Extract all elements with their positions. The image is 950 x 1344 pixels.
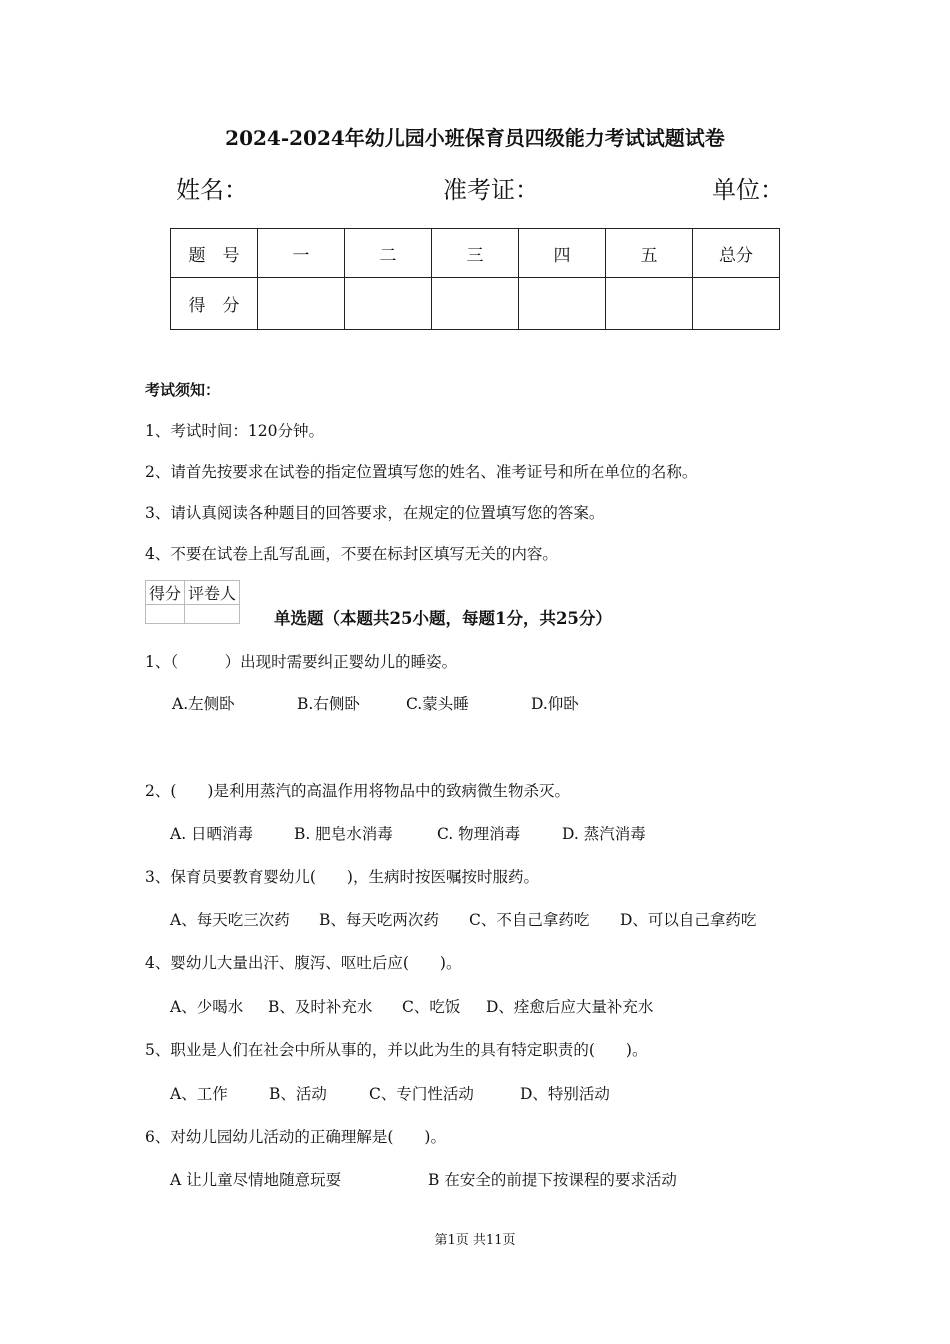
- page-title: 2024-2024年幼儿园小班保育员四级能力考试试题试卷: [225, 126, 725, 150]
- question-option: A、工作: [170, 1085, 228, 1103]
- question-option: D、特别活动: [520, 1085, 610, 1103]
- notice-item: 4、不要在试卷上乱写乱画，不要在标封区填写无关的内容。: [145, 545, 558, 563]
- question-option: B、活动: [269, 1085, 327, 1103]
- score-cell: [693, 278, 780, 330]
- question-option: D.仰卧: [531, 695, 579, 713]
- score-table: [170, 228, 780, 330]
- grader-score-label: 得分: [146, 581, 185, 605]
- question-text: 4、婴幼儿大量出汗、腹泻、呕吐后应( )。: [145, 954, 462, 972]
- question-option: B. 肥皂水消毒: [294, 825, 393, 843]
- score-header-cell: 五: [606, 229, 693, 278]
- notice-item: 3、请认真阅读各种题目的回答要求，在规定的位置填写您的答案。: [145, 504, 605, 522]
- question-text: 1、（ ）出现时需要纠正婴幼儿的睡姿。: [145, 653, 458, 671]
- score-cell: [345, 278, 432, 330]
- score-header-cell: 题 号: [171, 229, 258, 278]
- question-option: C、不自己拿药吃: [469, 911, 590, 929]
- question-option: B、及时补充水: [268, 998, 373, 1016]
- question-option: D、可以自己拿药吃: [620, 911, 757, 929]
- exam-id-field-label: 准考证：: [443, 176, 539, 204]
- score-table-score-row: [171, 278, 780, 330]
- question-option: D、痊愈后应大量补充水: [486, 998, 654, 1016]
- notice-item: 2、请首先按要求在试卷的指定位置填写您的姓名、准考证号和所在单位的名称。: [145, 463, 698, 481]
- question-option: A 让儿童尽情地随意玩耍: [170, 1171, 342, 1189]
- question-option: A.左侧卧: [172, 695, 235, 713]
- question-option: B 在安全的前提下按课程的要求活动: [428, 1171, 677, 1189]
- name-field-label: 姓名：: [176, 176, 248, 204]
- page-footer: 第1页 共11页: [434, 1233, 516, 1248]
- question-option: C、专门性活动: [369, 1085, 474, 1103]
- grader-name-cell: [185, 605, 240, 624]
- score-row-label: 得 分: [171, 278, 258, 330]
- question-option: B、每天吃两次药: [319, 911, 439, 929]
- question-option: A、少喝水: [170, 998, 244, 1016]
- question-text: 3、保育员要教育婴幼儿( )，生病时按医嘱按时服药。: [145, 868, 539, 886]
- score-header-cell: 四: [519, 229, 606, 278]
- question-option: A. 日晒消毒: [170, 825, 254, 843]
- score-header-cell: 总分: [693, 229, 780, 278]
- grader-score-cell: [146, 605, 185, 624]
- score-cell: [258, 278, 345, 330]
- score-header-cell: 二: [345, 229, 432, 278]
- score-header-cell: 三: [432, 229, 519, 278]
- score-table-header-row: [171, 229, 780, 278]
- score-header-cell: 一: [258, 229, 345, 278]
- question-option: A、每天吃三次药: [170, 911, 290, 929]
- question-text: 5、职业是人们在社会中所从事的，并以此为生的具有特定职责的( )。: [145, 1041, 648, 1059]
- score-cell: [432, 278, 519, 330]
- score-cell: [606, 278, 693, 330]
- section-title: 单选题（本题共25小题，每题1分，共25分）: [274, 609, 612, 628]
- question-option: C、吃饭: [402, 998, 461, 1016]
- notice-item: 1、考试时间：120分钟。: [145, 422, 324, 440]
- question-text: 2、( )是利用蒸汽的高温作用将物品中的致病微生物杀灭。: [145, 782, 570, 800]
- question-option: B.右侧卧: [297, 695, 360, 713]
- notice-heading: 考试须知：: [145, 381, 221, 399]
- grader-name-label: 评卷人: [185, 581, 240, 605]
- unit-field-label: 单位：: [712, 176, 784, 204]
- question-option: C.蒙头睡: [406, 695, 469, 713]
- question-option: D. 蒸汽消毒: [562, 825, 646, 843]
- grader-box: [145, 580, 240, 624]
- score-cell: [519, 278, 606, 330]
- question-option: C. 物理消毒: [437, 825, 521, 843]
- question-text: 6、对幼儿园幼儿活动的正确理解是( )。: [145, 1128, 446, 1146]
